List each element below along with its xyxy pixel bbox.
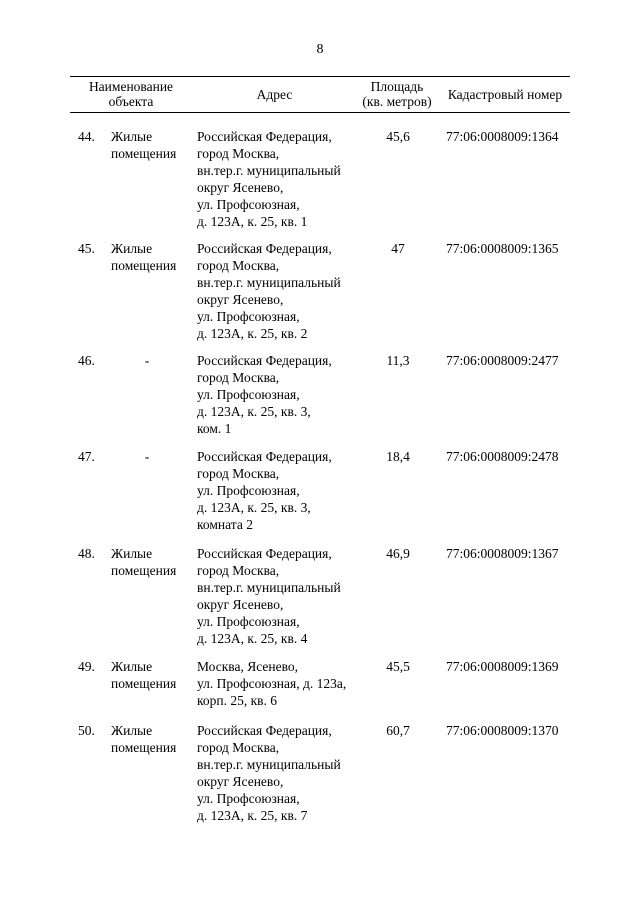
- object-name: [111, 240, 189, 274]
- address-line: Москва, Ясенево,: [197, 659, 299, 674]
- row-number-line: 47.: [78, 449, 95, 464]
- address-line: округ Ясенево,: [197, 292, 284, 307]
- address-line: д. 123А, к. 25, кв. 3,: [197, 500, 311, 515]
- object-name-line: помещения: [111, 146, 177, 161]
- object-name-line: помещения: [111, 676, 177, 691]
- address: [197, 545, 362, 647]
- area-value: [376, 545, 420, 562]
- cadastral-number: [446, 240, 570, 257]
- header-address: Адрес: [256, 86, 293, 102]
- row-number: [78, 722, 102, 739]
- page-number: 8: [316, 42, 324, 57]
- row-number: [78, 128, 102, 145]
- object-name-line: -: [144, 353, 150, 368]
- address-line: ул. Профсоюзная,: [197, 309, 300, 324]
- address: [197, 722, 362, 824]
- address-line: ул. Профсоюзная,: [197, 791, 300, 806]
- address-line: комната 2: [197, 517, 253, 532]
- object-name-line: помещения: [111, 563, 177, 578]
- object-name-line: помещения: [111, 258, 177, 273]
- row-number: [78, 545, 102, 562]
- address-line: ул. Профсоюзная,: [197, 197, 300, 212]
- address-line: вн.тер.г. муниципальный: [197, 757, 341, 772]
- area-value-line: 18,4: [386, 449, 410, 464]
- address-line: д. 123А, к. 25, кв. 2: [197, 326, 308, 341]
- address-line: ул. Профсоюзная,: [197, 387, 300, 402]
- address-line: ул. Профсоюзная,: [197, 483, 300, 498]
- area-value: [376, 352, 420, 369]
- address-line: город Москва,: [197, 740, 280, 755]
- area-value-line: 46,9: [386, 546, 410, 561]
- area-value-line: 47: [391, 241, 405, 256]
- address-line: город Москва,: [197, 466, 280, 481]
- address-line: город Москва,: [197, 370, 280, 385]
- header-cadastral: Кадастровый номер: [447, 86, 563, 102]
- address-line: Российская Федерация,: [197, 546, 332, 561]
- cadastral-number: [446, 128, 570, 145]
- object-name: [111, 658, 189, 692]
- address: [197, 352, 362, 437]
- table-top-rule: [70, 76, 570, 77]
- header-name: [72, 78, 190, 110]
- address-line: ул. Профсоюзная, д. 123а,: [197, 676, 347, 691]
- address-line: округ Ясенево,: [197, 180, 284, 195]
- address-line: ком. 1: [197, 421, 232, 436]
- address-line: вн.тер.г. муниципальный: [197, 275, 341, 290]
- address-line: вн.тер.г. муниципальный: [197, 163, 341, 178]
- row-number-line: 45.: [78, 241, 95, 256]
- header-area-line-1: Площадь: [370, 79, 424, 94]
- object-name: [111, 722, 189, 756]
- cadastral-number-line: 77:06:0008009:1369: [446, 659, 559, 674]
- object-name-line: Жилые: [111, 241, 153, 256]
- row-number: [78, 448, 102, 465]
- cadastral-number-line: 77:06:0008009:1367: [446, 546, 559, 561]
- address: [197, 128, 362, 230]
- table-header-rule: [70, 112, 570, 113]
- cadastral-number: [446, 352, 570, 369]
- address-line: д. 123А, к. 25, кв. 4: [197, 631, 308, 646]
- row-number: [78, 352, 102, 369]
- cadastral-number: [446, 545, 570, 562]
- address-line: Российская Федерация,: [197, 353, 332, 368]
- address-line: округ Ясенево,: [197, 774, 284, 789]
- cadastral-number-line: 77:06:0008009:1364: [446, 129, 559, 144]
- row-number-line: 49.: [78, 659, 95, 674]
- row-number: [78, 658, 102, 675]
- address-line: Российская Федерация,: [197, 449, 332, 464]
- address: [197, 658, 362, 709]
- area-value: [376, 448, 420, 465]
- address-line: д. 123А, к. 25, кв. 3,: [197, 404, 311, 419]
- object-name: [111, 128, 189, 162]
- address: [197, 448, 362, 533]
- address-line: д. 123А, к. 25, кв. 1: [197, 214, 308, 229]
- row-number: [78, 240, 102, 257]
- header-area: [356, 78, 438, 110]
- object-name-line: Жилые: [111, 723, 153, 738]
- row-number-line: 46.: [78, 353, 95, 368]
- object-name: [111, 448, 183, 465]
- cadastral-number-line: 77:06:0008009:1370: [446, 723, 559, 738]
- address-line: город Москва,: [197, 563, 280, 578]
- area-value: [376, 240, 420, 257]
- object-name-line: Жилые: [111, 659, 153, 674]
- address-line: вн.тер.г. муниципальный: [197, 580, 341, 595]
- area-value: [376, 722, 420, 739]
- cadastral-number: [446, 722, 570, 739]
- address-line: корп. 25, кв. 6: [197, 693, 278, 708]
- area-value: [376, 128, 420, 145]
- area-value-line: 60,7: [386, 723, 410, 738]
- header-name-line-2: объекта: [108, 94, 154, 109]
- address-line: округ Ясенево,: [197, 597, 284, 612]
- address-line: Российская Федерация,: [197, 723, 332, 738]
- object-name: [111, 352, 183, 369]
- cadastral-number-line: 77:06:0008009:1365: [446, 241, 559, 256]
- address-line: город Москва,: [197, 258, 280, 273]
- cadastral-number-line: 77:06:0008009:2477: [446, 353, 559, 368]
- object-name-line: Жилые: [111, 129, 153, 144]
- object-name-line: Жилые: [111, 546, 153, 561]
- area-value-line: 45,5: [386, 659, 410, 674]
- header-name-line-1: Наименование: [88, 79, 174, 94]
- address: [197, 240, 362, 342]
- address-line: д. 123А, к. 25, кв. 7: [197, 808, 308, 823]
- cadastral-number: [446, 658, 570, 675]
- address-line: Российская Федерация,: [197, 129, 332, 144]
- area-value-line: 45,6: [386, 129, 410, 144]
- cadastral-number: [446, 448, 570, 465]
- row-number-line: 50.: [78, 723, 95, 738]
- address-line: ул. Профсоюзная,: [197, 614, 300, 629]
- object-name-line: -: [144, 449, 150, 464]
- header-area-line-2: (кв. метров): [362, 94, 432, 109]
- area-value-line: 11,3: [386, 353, 410, 368]
- row-number-line: 48.: [78, 546, 95, 561]
- address-line: город Москва,: [197, 146, 280, 161]
- object-name: [111, 545, 189, 579]
- cadastral-number-line: 77:06:0008009:2478: [446, 449, 559, 464]
- area-value: [376, 658, 420, 675]
- address-line: Российская Федерация,: [197, 241, 332, 256]
- row-number-line: 44.: [78, 129, 95, 144]
- object-name-line: помещения: [111, 740, 177, 755]
